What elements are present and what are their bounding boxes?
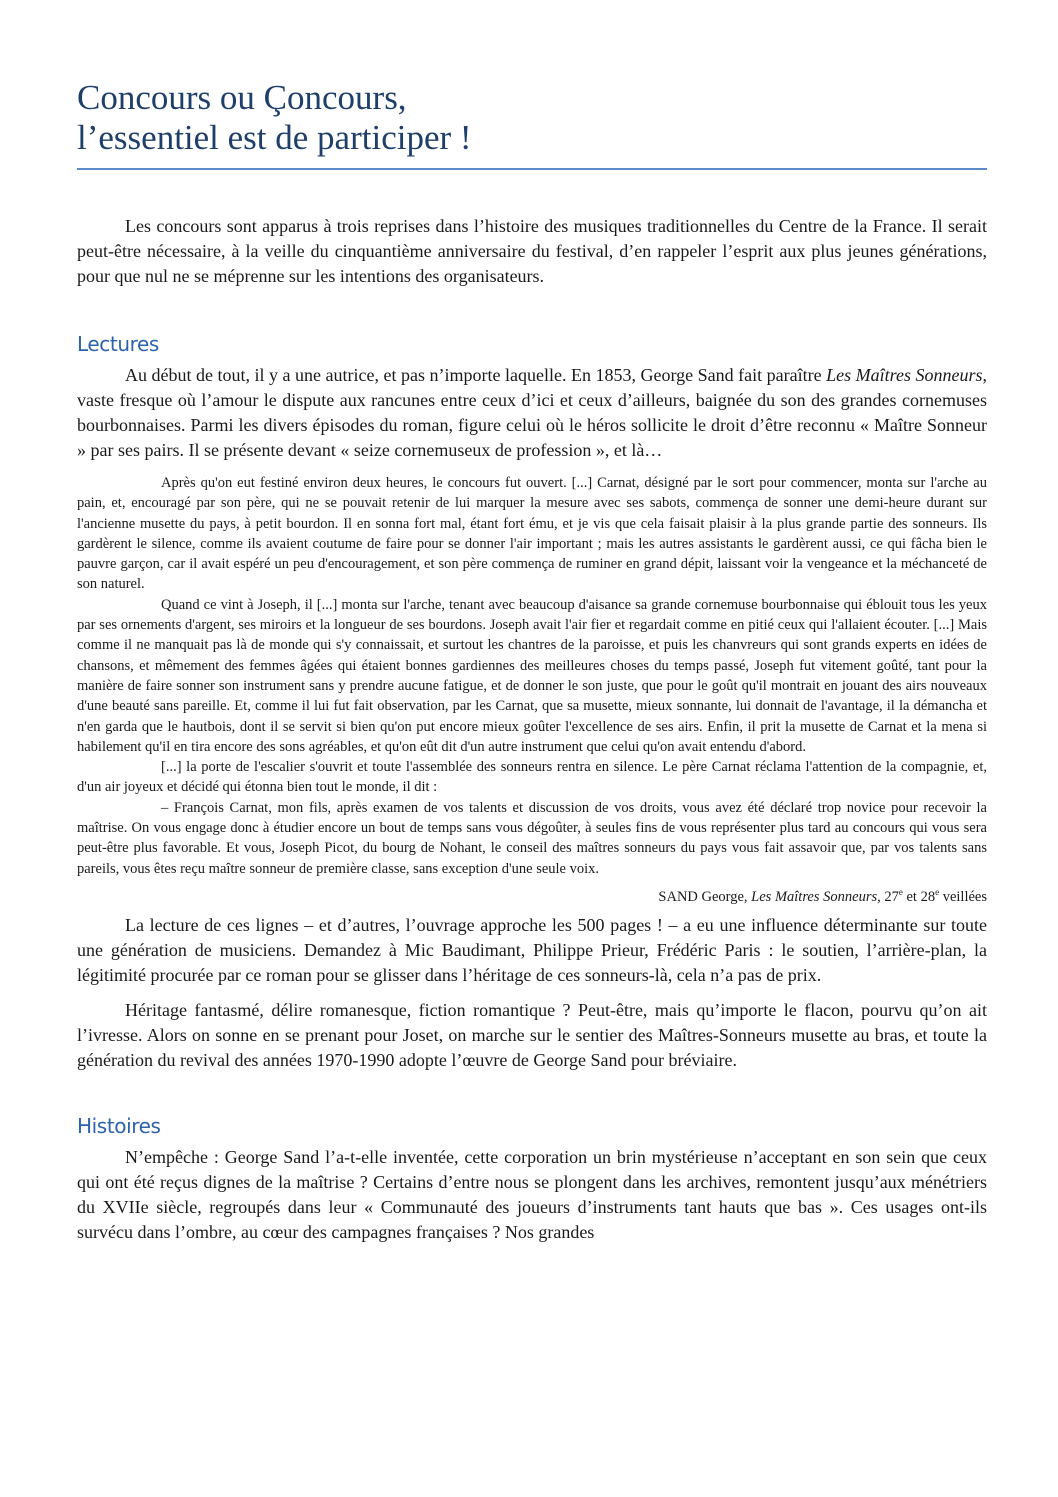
quote-paragraph-4: – François Carnat, mon fils, après examen de vos talents et discussion de vos droits, vous avez été déclaré trop novice pour recevoir la maîtrise. On vous engage donc à étudier encore un bout de temps sans vous dégoûter, à seules fins de vous représenter plus tard au concours qui vous sera peut-être plus favorable. Et vous, Joseph Picot, du bourg de Nohant, le conseil des maîtres sonneurs du pays vous fait assavoir que, par vos talents sans pareils, vous êtes reçu maître sonneur de première classe, sans exception d'une seule voix. (77, 799, 987, 877)
quote-paragraph-1: Après qu'on eut festiné environ deux heures, le concours fut ouvert. [...] Carnat, désigné par le sort pour commencer, monta sur l'arche au pain, et, encouragé par son père, qui ne se pouvait retenir de lui marquer la mesure avec ses sabots, commença de sonner une demi-heure durant sur l'ancienne musette du pays, à petit bourdon. Il en sonna fort mal, étant fort ému, et je vis que cela faisait plaisir à la plus grande partie des sonneurs. Ils gardèrent le silence, comme ils avaient coutume de faire pour se donner l'air important ; mais les autres assistants le gardèrent aussi, ce qui fâcha bien le pauvre garçon, car il avait espéré un peu d'encouragement, et son père commença de ruminer en grand dépit, laissant voir la vengeance et la méchanceté de son naturel. (77, 475, 987, 593)
quote-paragraph-2: Quand ce vint à Joseph, il [...] monta sur l'arche, tenant avec beaucoup d'aisance sa grande cornemuse bourbonnaise qui éblouit tous les yeux par ses ornements d'argent, ses miroirs et la longueur de ses bourdons. Joseph avait l'air fier et regardait comme en pitié ceux qui l'allaient écouter. [...] Mais comme il ne manquait pas là de monde qui s'y connaissait, et surtout les chantres de la paroisse, et puis les chanvreurs qui sont grands experts en idées de chansons, et mêmement des femmes âgées qui étaient bonnes gardiennes des meilleures choses du temps passé, Joseph fut vitement goûté, tant pour la manière de faire sonner son instrument sans y prendre aucune fatigue, et de donner le son juste, que pour le goût qu'il montrait en jouant des airs nouveaux d'une beauté sans pareille. Et, comme il lui fut fait observation, par les Carnat, que sa musette, mieux sonnante, lui donnait de l'avantage, il la démancha et n'en garda que le hautbois, dont il se servit si bien qu'on put encore mieux goûter l'excellence de ses airs. Enfin, il prit la musette de Carnat et la mena si habilement qu'il en tira encore des sons agréables, et qu'on eût dit d'un autre instrument que celui qu'on avait entendu d'abord. (77, 596, 987, 755)
citation-n1: , 27 (877, 888, 899, 905)
citation-title: Les Maîtres Sonneurs (751, 888, 878, 905)
lectures-p1-after: , vaste fresque où l’amour le dispute aux rancunes entre ceux d’ici et ceux d’ailleurs, baignée du son des grandes cornemuses bourbonnaises. Parmi les divers épisodes du roman, figure celui où le héros sollicite le droit d’être reconnu « Maître Sonneur » par ses pairs. Il se présente devant « seize cornemuseux de profession », et là… (77, 365, 987, 460)
citation-sup-1: e (898, 887, 903, 898)
quote-paragraph-3: [...] la porte de l'escalier s'ouvrit et toute l'assemblée des sonneurs rentra en silence. Le père Carnat réclama l'attention de la compagnie, et, d'un air joyeux et décidé qui étonna bien tout le monde, il dit : (77, 759, 987, 796)
section-heading-histoires: Histoires (77, 1113, 161, 1138)
lectures-paragraph-1 (77, 363, 987, 463)
title-line-1: Concours ou Çoncours, (77, 78, 407, 117)
citation-sup-2: e (935, 887, 940, 898)
book-title: Les Maîtres Sonneurs (826, 365, 983, 385)
page-title (77, 78, 987, 170)
block-quote (77, 473, 987, 879)
intro-paragraph: Les concours sont apparus à trois reprises dans l’histoire des musiques traditionnelles du Centre de la France. Il serait peut-être nécessaire, à la veille du cinquantième anniversaire du festival, d’en rappeler l’esprit aux plus jeunes générations, pour que nul ne se méprenne sur les intentions des organisateurs. (77, 216, 987, 286)
lectures-paragraph-2: La lecture de ces lignes – et d’autres, l’ouvrage approche les 500 pages ! – a eu une influence déterminante sur toute une génération de musiciens. Demandez à Mic Baudimant, Philippe Prieur, Frédéric Paris : le soutien, l’arrière-plan, la légitimité procurée par ce roman pour se glisser dans l’héritage de ces sonneurs-là, cela n’a pas de prix. (77, 914, 987, 985)
title-line-2: l’essentiel est de participer ! (77, 118, 472, 157)
lectures-p1-before: Au début de tout, il y a une autrice, et pas n’importe laquelle. En 1853, George Sand fait paraître (125, 365, 827, 385)
quote-citation (77, 887, 987, 907)
histoires-paragraph-1: N’empêche : George Sand l’a-t-elle inventée, cette corporation un brin mystérieuse n’acceptant en son sein que ceux qui ont été reçus dignes de la maîtrise ? Certains d’entre nous se plongent dans les archives, remontent jusqu’aux ménétriers du XVIIe siècle, regroupés dans leur « Communauté des joueurs d’instruments tant hauts que bas ». Ces usages ont-ils survécu dans l’ombre, au cœur des campagnes françaises ? Nos grandes (77, 1146, 987, 1242)
citation-mid: et 28 (902, 888, 936, 905)
citation-end: veillées (939, 888, 987, 905)
citation-author: SAND George, (658, 888, 752, 905)
document-page (77, 0, 987, 1245)
lectures-paragraph-3: Héritage fantasmé, délire romanesque, fiction romantique ? Peut-être, mais qu’importe le flacon, pourvu qu’on ait l’ivresse. Alors on sonne en se prenant pour Joset, on marche sur le sentier des Maîtres-Sonneurs musette au bras, et toute la génération du revival des années 1970-1990 adopte l’œuvre de George Sand pour bréviaire. (77, 999, 987, 1070)
section-heading-lectures: Lectures (77, 332, 159, 356)
